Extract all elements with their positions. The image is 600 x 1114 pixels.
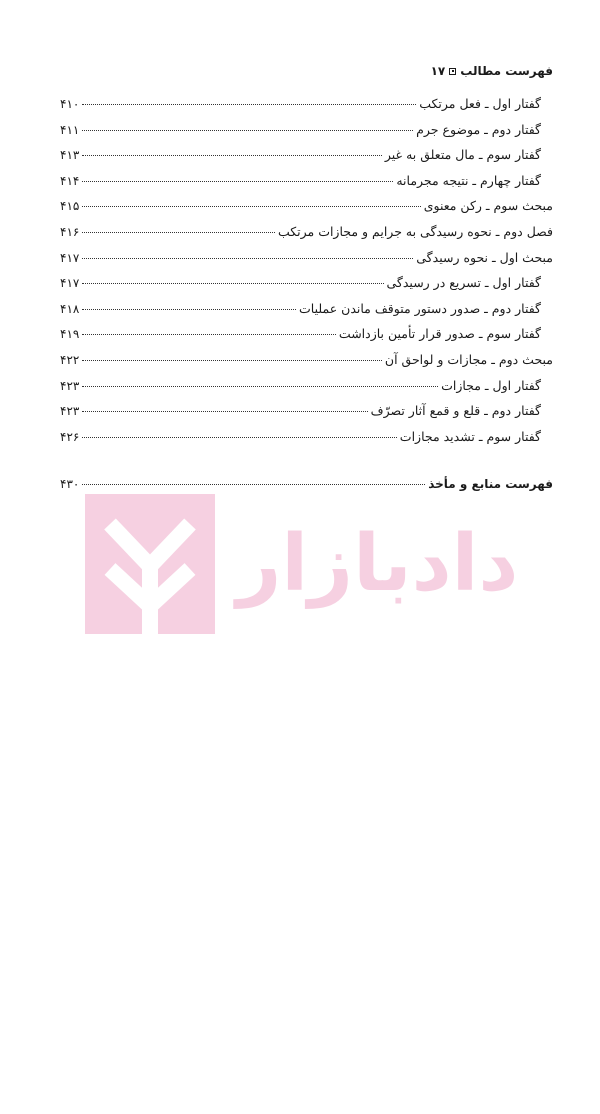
watermark bbox=[85, 494, 535, 634]
references-title: فهرست منابع و مأخذ bbox=[428, 477, 553, 492]
toc-entry-page: ۴۱۷ bbox=[60, 276, 80, 291]
toc-entry bbox=[60, 352, 553, 378]
toc-entry-title: گفتار دوم ـ قلع و قمع آثار تصرّف bbox=[370, 403, 541, 419]
watermark-logo-box bbox=[85, 494, 215, 634]
toc-entry bbox=[60, 198, 553, 224]
toc-entry bbox=[60, 96, 553, 122]
dot-leader bbox=[82, 334, 336, 335]
dot-leader bbox=[82, 360, 382, 361]
references-page: ۴۳۰ bbox=[60, 477, 80, 492]
running-header bbox=[431, 64, 553, 78]
dot-leader bbox=[82, 232, 275, 233]
toc-entry-title: گفتار سوم ـ تشدید مجازات bbox=[399, 428, 541, 444]
toc-entry-page: ۴۲۶ bbox=[60, 429, 80, 444]
table-of-contents bbox=[60, 96, 553, 503]
dot-leader bbox=[82, 155, 382, 156]
toc-entry-page: ۴۱۱ bbox=[60, 122, 80, 137]
dot-leader bbox=[82, 181, 393, 182]
toc-entry-page: ۴۱۶ bbox=[60, 224, 80, 239]
toc-entry bbox=[60, 122, 553, 148]
dot-leader bbox=[82, 411, 367, 412]
toc-entry-page: ۴۱۰ bbox=[60, 97, 80, 111]
toc-entry-page: ۴۱۹ bbox=[60, 327, 80, 342]
toc-entry-title: گفتار اول ـ تسریع در رسیدگی bbox=[386, 275, 541, 291]
toc-entry-page: ۴۱۷ bbox=[60, 250, 80, 265]
toc-entry-page: ۴۱۵ bbox=[60, 199, 80, 214]
toc-entry-page: ۴۱۸ bbox=[60, 301, 80, 316]
toc-entry-title: فصل دوم ـ نحوه رسیدگی به جرایم و مجازات مرتکب bbox=[277, 223, 553, 239]
section-gap bbox=[60, 454, 553, 477]
toc-entry-title: گفتار سوم ـ مال متعلق به غیر bbox=[384, 147, 541, 163]
toc-entry bbox=[60, 301, 553, 327]
toc-entry-title: گفتار اول ـ مجازات bbox=[441, 377, 541, 393]
square-bullet-icon bbox=[449, 68, 456, 75]
header-title: فهرست مطالب bbox=[460, 64, 553, 78]
toc-entry-page: ۴۱۳ bbox=[60, 148, 80, 163]
toc-entry-page: ۴۲۳ bbox=[60, 378, 80, 393]
toc-entry bbox=[60, 250, 553, 276]
dot-leader bbox=[82, 258, 413, 259]
watermark-text: دادبازار bbox=[236, 519, 519, 609]
toc-entry-title: مبحث دوم ـ مجازات و لواحق آن bbox=[384, 351, 553, 367]
toc-entry bbox=[60, 275, 553, 301]
toc-entry-page: ۴۱۴ bbox=[60, 173, 80, 188]
dot-leader bbox=[82, 104, 416, 105]
toc-entry-title: گفتار دوم ـ موضوع جرم bbox=[416, 121, 541, 137]
toc-entry-page: ۴۲۲ bbox=[60, 352, 80, 367]
toc-entry-title: گفتار چهارم ـ نتیجه مجرمانه bbox=[396, 172, 541, 188]
dot-leader bbox=[82, 309, 296, 310]
dot-leader bbox=[82, 130, 413, 131]
toc-entry-title: گفتار سوم ـ صدور قرار تأمین بازداشت bbox=[338, 326, 541, 342]
toc-entry-page: ۴۲۳ bbox=[60, 404, 80, 419]
toc-entry bbox=[60, 378, 553, 404]
dot-leader bbox=[82, 206, 420, 207]
dot-leader bbox=[82, 283, 383, 284]
toc-entry-title: مبحث سوم ـ رکن معنوی bbox=[423, 198, 553, 214]
toc-entry-title: گفتار اول ـ فعل مرتکب bbox=[419, 96, 541, 111]
toc-entry bbox=[60, 429, 553, 455]
toc-entry-title: گفتار دوم ـ صدور دستور متوقف ماندن عملیات bbox=[299, 300, 541, 316]
header-page-number: ۱۷ bbox=[430, 64, 446, 78]
toc-entry bbox=[60, 147, 553, 173]
dot-leader bbox=[82, 484, 425, 485]
toc-entry-title: مبحث اول ـ نحوه رسیدگی bbox=[416, 249, 553, 265]
toc-entry bbox=[60, 224, 553, 250]
dot-leader bbox=[82, 386, 438, 387]
toc-entry bbox=[60, 403, 553, 429]
dot-leader bbox=[82, 437, 396, 438]
toc-entry bbox=[60, 173, 553, 199]
tree-logo-icon bbox=[85, 494, 215, 634]
toc-entry bbox=[60, 326, 553, 352]
